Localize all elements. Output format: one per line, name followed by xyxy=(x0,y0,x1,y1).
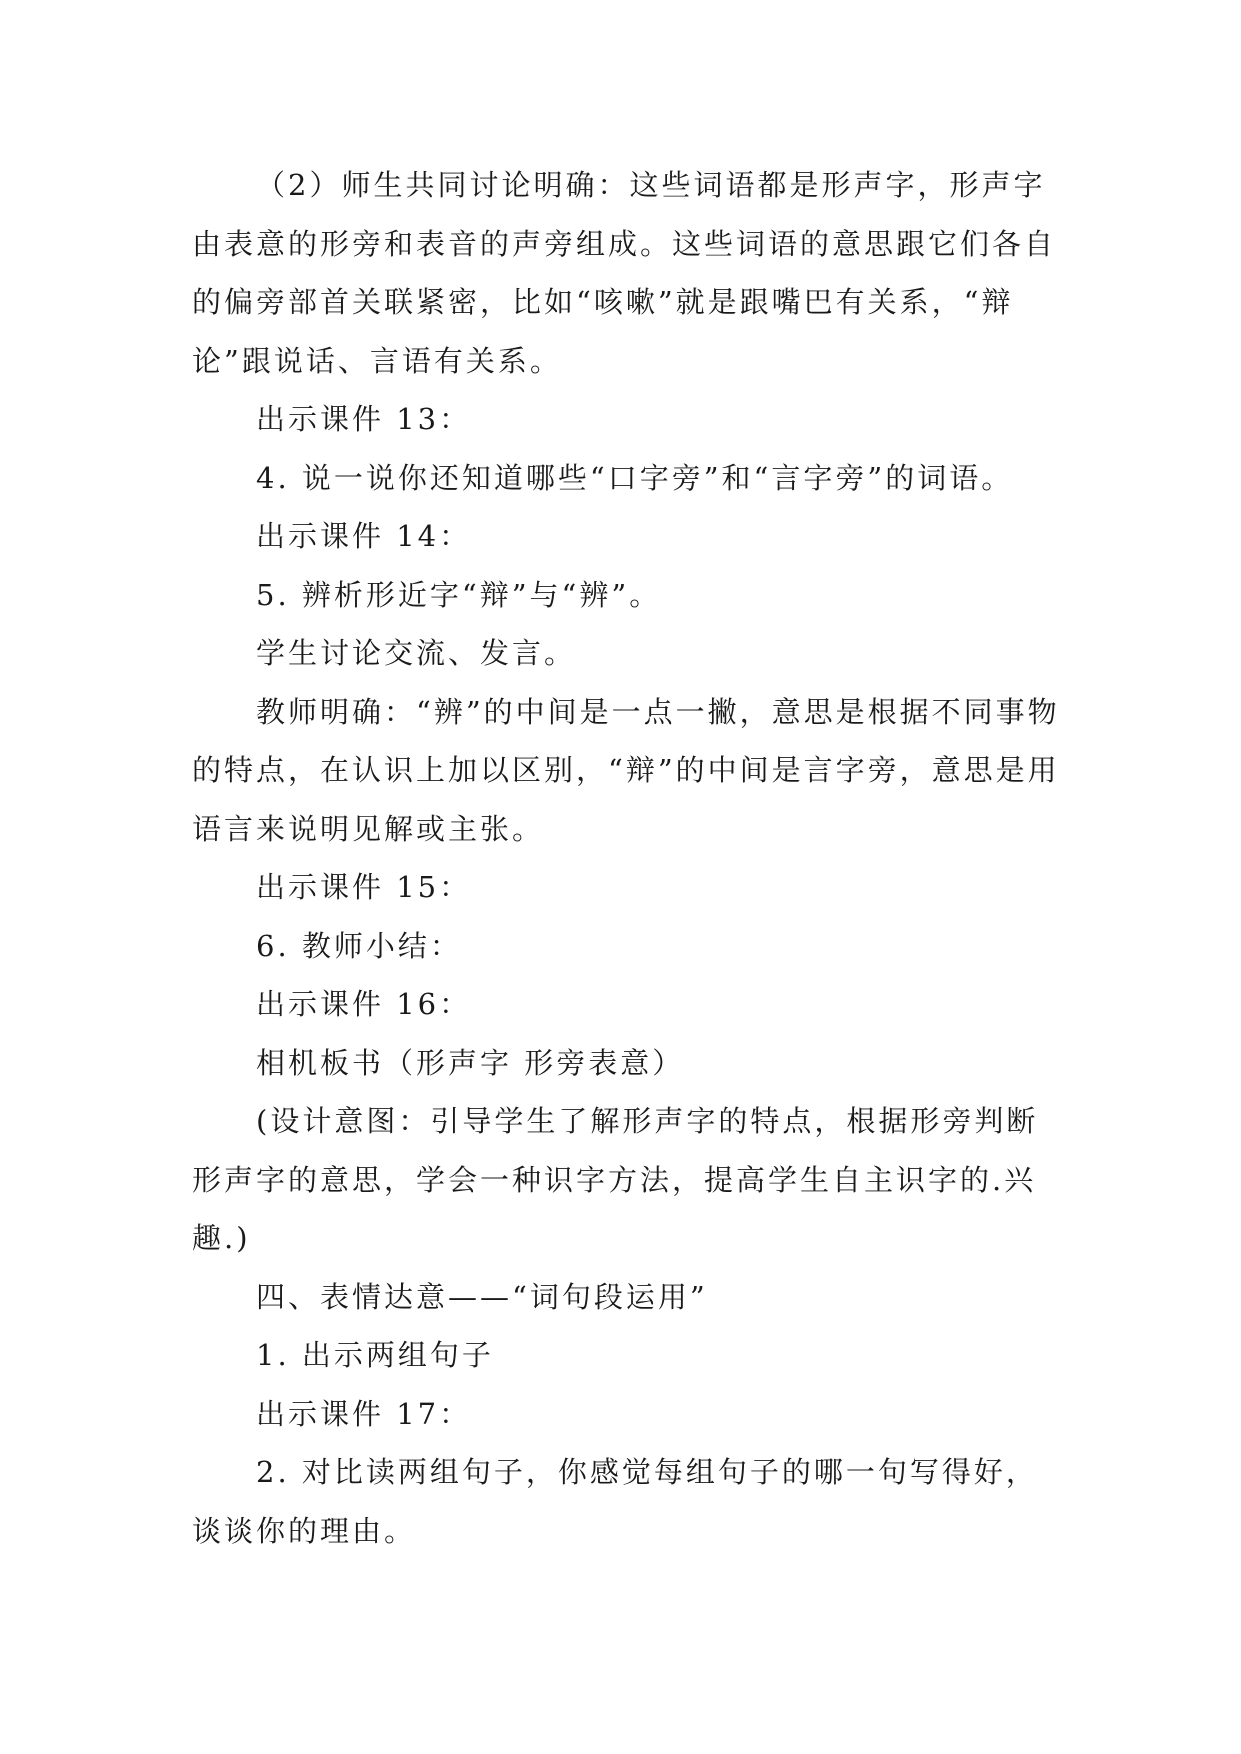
paragraph-student-discussion: 学生讨论交流、发言。 xyxy=(256,636,577,670)
paragraph-step-4: 4. 说一说你还知道哪些“口字旁”和“言字旁”的词语。 xyxy=(256,460,1014,495)
paragraph-step-6: 6. 教师小结： xyxy=(256,928,462,963)
paragraph-courseware-14: 出示课件 14： xyxy=(256,519,472,553)
paragraph-board-writing: 相机板书（形声字 形旁表意） xyxy=(256,1045,685,1080)
paragraph-courseware-13: 出示课件 13： xyxy=(256,402,472,436)
paragraph-discussion: （2）师生共同讨论明确：这些词语都是形声字，形声字由表意的形旁和表音的声旁组成。这些词语的意思跟它们各自的偏旁部首关联紧密，比如“咳嗽”就是跟嘴巴有关系，“辩论”跟说话、言语有关系。 xyxy=(192,168,1057,378)
paragraph-compare-sentences: 2. 对比读两组句子，你感觉每组句子的哪一句写得好，谈谈你的理由。 xyxy=(192,1455,1038,1548)
paragraph-teacher-clarify: 教师明确：“辨”的中间是一点一撇，意思是根据不同事物的特点，在认识上加以区别，“辩”的中间是言字旁，意思是用语言来说明见解或主张。 xyxy=(192,694,1060,846)
paragraph-courseware-15: 出示课件 15： xyxy=(256,870,472,904)
paragraph-courseware-17: 出示课件 17： xyxy=(256,1396,472,1431)
paragraph-design-intent: (设计意图：引导学生了解形声字的特点，根据形旁判断形声字的意思，学会一种识字方法，提高学生自主识字的.兴趣.) xyxy=(192,1104,1039,1255)
document-body xyxy=(192,156,1062,1560)
paragraph-courseware-16: 出示课件 16： xyxy=(256,987,472,1021)
paragraph-show-sentences: 1. 出示两组句子 xyxy=(256,1338,494,1372)
paragraph-step-5: 5. 辨析形近字“辩”与“辨”。 xyxy=(256,577,662,612)
section-heading-4: 四、表情达意——“词句段运用” xyxy=(256,1279,708,1314)
